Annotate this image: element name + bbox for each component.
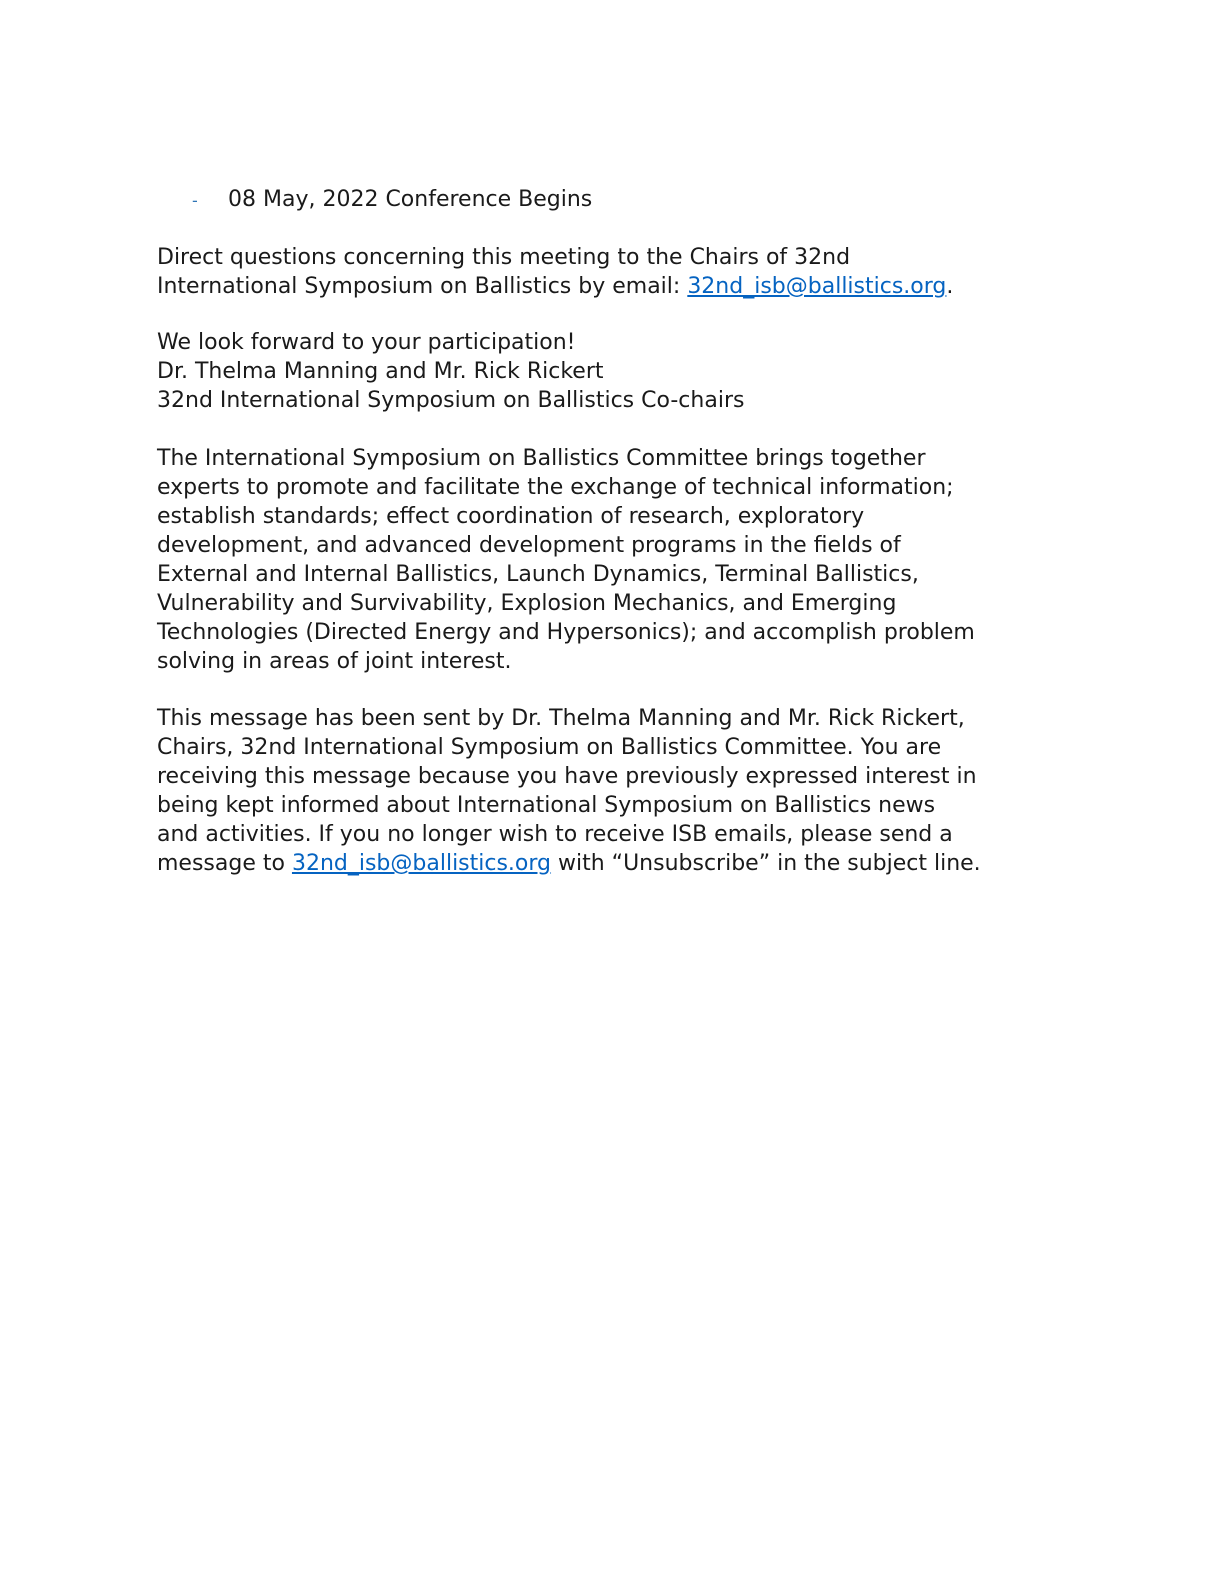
committee-line: The International Symposium on Ballistics Committee brings together (157, 446, 926, 471)
notice-last-line (157, 849, 1057, 878)
notice-line: Chairs, 32nd International Symposium on Ballistics Committee. You are (157, 735, 942, 760)
committee-line: External and Internal Ballistics, Launch Dynamics, Terminal Ballistics, (157, 562, 919, 587)
notice-line: This message has been sent by Dr. Thelma Manning and Mr. Rick Rickert, (157, 706, 965, 731)
closing-line-1: We look forward to your participation! (157, 330, 576, 355)
closing-line-2: Dr. Thelma Manning and Mr. Rick Rickert (157, 359, 604, 384)
committee-line: experts to promote and facilitate the exchange of technical information; (157, 475, 954, 500)
notice-line: being kept informed about International Symposium on Ballistics news (157, 793, 936, 818)
notice-last-line-suffix: with “Unsubscribe” in the subject line. (551, 851, 981, 876)
unsubscribe-email-link[interactable]: 32nd_isb@ballistics.org (291, 851, 552, 876)
conference-begins-item (192, 185, 592, 215)
questions-paragraph (157, 243, 1057, 301)
committee-line: establish standards; effect coordination of research, exploratory (157, 504, 865, 529)
committee-line: solving in areas of joint interest. (157, 649, 512, 674)
notice-last-line-prefix: message to (157, 851, 292, 876)
committee-line: Technologies (Directed Energy and Hypersonics); and accomplish problem (157, 620, 975, 645)
questions-line-2-period: . (946, 274, 954, 299)
notice-line: receiving this message because you have previously expressed interest in (157, 764, 977, 789)
committee-line: development, and advanced development programs in the fields of (157, 533, 901, 558)
closing-line-3: 32nd International Symposium on Ballistics Co-chairs (157, 388, 745, 413)
bullet-dash: - (192, 190, 198, 210)
chairs-email-link[interactable]: 32nd_isb@ballistics.org (687, 274, 947, 299)
notice-line: and activities. If you no longer wish to receive ISB emails, please send a (157, 822, 953, 847)
notice-paragraph (157, 704, 1057, 878)
questions-line-2-text: International Symposium on Ballistics by email: (157, 274, 688, 299)
committee-line: Vulnerability and Survivability, Explosion Mechanics, and Emerging (157, 591, 897, 616)
questions-line-2 (157, 272, 1057, 301)
conference-begins-text: 08 May, 2022 Conference Begins (228, 187, 593, 212)
committee-paragraph (157, 444, 1057, 676)
closing-paragraph (157, 328, 1057, 415)
questions-line-1: Direct questions concerning this meeting to the Chairs of 32nd (157, 245, 851, 270)
